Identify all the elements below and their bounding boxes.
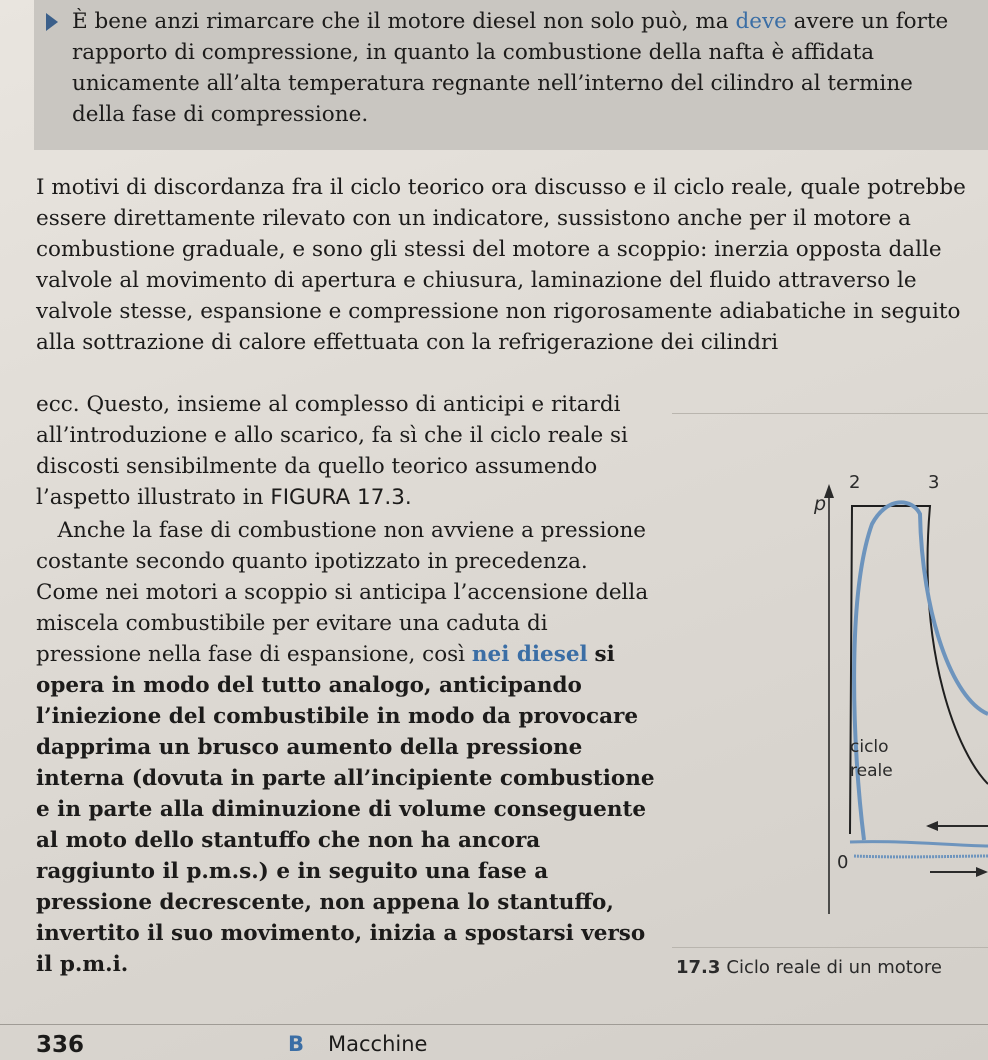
exhaust-line [854, 856, 988, 857]
real-cycle-curve [854, 502, 988, 840]
curve-label-line-2: reale [850, 761, 893, 781]
figure-caption-text: Ciclo reale di un motore [726, 957, 942, 978]
paragraph-combustione-text: Anche la fase di combustione non avviene a pressione costante secondo quanto ipotizzato in precedenza. Come nei motori a scoppio si anticipa l’accensione della miscela combustibile per evitare una caduta di pressione nella fase di espansione, così [36, 518, 649, 667]
intake-arrow-icon [926, 821, 938, 831]
compression-line [850, 842, 988, 846]
section-letter: B [288, 1032, 305, 1056]
exhaust-arrow-icon [976, 867, 988, 877]
note-arrow-icon [46, 13, 58, 31]
note-text-emphasis: deve [735, 9, 787, 34]
paragraph-anticipi [36, 389, 656, 513]
figure-caption [676, 957, 988, 978]
paragraph-anticipi-text: ecc. Questo, insieme al complesso di anticipi e ritardi all’introduzione e allo scarico, fa sì che il ciclo reale si discosti sensibilmente da quello teorico assumendo l’aspetto illustrato in [36, 392, 628, 510]
paragraph-discordanza: I motivi di discordanza fra il ciclo teorico ora discusso e il ciclo reale, quale potrebbe essere direttamente rilevato con un indicatore, sussistono anche per il motore a combustione graduale, e sono gli stessi del motore a scoppio: inerzia opposta dalle valvole al movimento di apertura e chiusura, laminazione del fluido attraverso le valvole stesse, espansione e compressione non rigorosamente adiabatiche in seguito alla sottrazione di calore effettuata con la refrigerazione dei cilindri [36, 175, 966, 355]
axis-label-p: p [814, 493, 827, 515]
point-2-label: 2 [849, 472, 861, 493]
footer-rule [0, 1024, 988, 1025]
curve-label-line-1: ciclo [850, 737, 889, 757]
figure-reference: FIGURA 17.3. [270, 485, 412, 510]
theoretical-cycle-curve [850, 506, 988, 834]
paragraph-combustione [36, 515, 656, 980]
note-text-part-1: È bene anzi rimarcare che il motore diesel non solo può, ma [72, 9, 729, 34]
section-name: Macchine [328, 1032, 428, 1056]
note-text-part-2: avere un forte rapporto di compressione, in quanto la combustione della nafta è affidata unicamente all’alta temperatura regnante nell’interno del cilindro al termine della fase di compressione. [72, 9, 949, 127]
point-0-label: 0 [837, 852, 849, 873]
paragraph-combustione-bold: si opera in modo del tutto analogo, anticipando l’iniezione del combustibile in modo da provocare dapprima un brusco aumento della pressione interna (dovuta in parte all’incipiente combustione e in parte alla diminuzione di volume conseguente al moto dello stantuffo che non ha ancora raggiunto il p.m.s.) e in seguito una fase a pressione decrescente, non appena lo stantuffo, invertito il suo movimento, inizia a spostarsi verso il p.m.i. [36, 642, 655, 977]
note-text [72, 6, 972, 130]
page-number: 336 [36, 1032, 85, 1058]
figure-diagram [672, 414, 988, 946]
paragraph-combustione-accent: nei diesel [471, 642, 588, 667]
figure-caption-number: 17.3 [676, 957, 721, 978]
point-3-label: 3 [928, 472, 940, 493]
figure-frame-bottom [672, 947, 988, 948]
